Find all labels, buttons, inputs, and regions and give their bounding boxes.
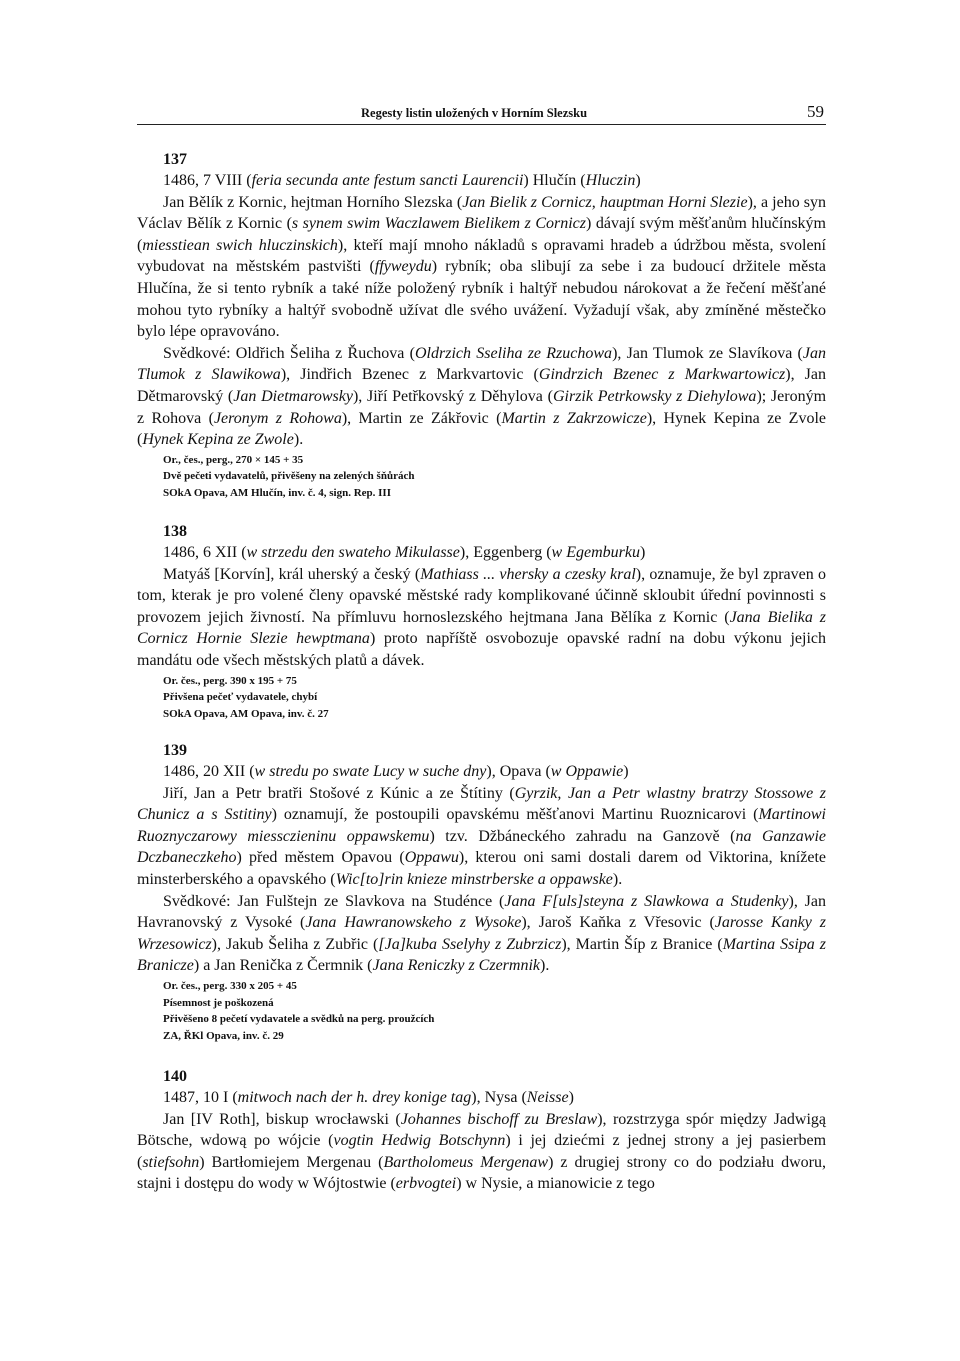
running-header [137,104,826,125]
archival-note: ZA, ŘKl Opava, inv. č. 29 [163,1029,284,1042]
entry-number: 140 [163,1068,187,1085]
regest-entry-140 [137,1067,826,1195]
entry-summary: Jiří, Jan a Petr bratři Stošové z Kúnic a ze Štítiny (Gyrzik, Jan a Petr wlastny bratrzy Stossowe z Chunicz a s Sstitiny) oznamují, že postoupili opavskému měšťanovi Martinu Ruoznicarovi (Martinowi Ruoznyczarowy miessczieninu oppawskemu) tzv. Džbáneckého zahradu na Ganzově (na Ganzawie Dczbaneczkeho) před městem Opavou (Oppawu), kterou oni sami dostali darem od Viktorina, knížete minsterberského a opavského (Wic[to]rin knieze minstrberske a oppawske). [137,784,827,888]
archival-note: Or. čes., perg. 390 x 195 + 75 [163,674,297,687]
entry-headline: 1486, 20 XII (w stredu po swate Lucy w suche dny), Opava (w Oppawie) [163,763,629,780]
archival-note: Dvě pečeti vydavatelů, přivěšeny na zelených šňůrách [163,470,415,483]
archival-note: Přivšena pečeť vydavatele, chybí [163,691,318,704]
entry-headline: 1487, 10 I (mitwoch nach der h. drey konige tag), Nysa (Neisse) [163,1089,574,1106]
regest-entry-137 [137,150,826,502]
running-title: Regesty listin uložených v Horním Slezsku [361,106,588,120]
archival-note: SOkA Opava, AM Hlučín, inv. č. 4, sign. Rep. III [163,486,391,499]
regest-entry-139 [137,741,826,1044]
entry-witnesses: Svědkové: Jan Fulštejn ze Slavkova na Studénce (Jana F[uls]steyna z Slawkowa a Studenky), Jan Havranovský z Vysoké (Jana Hawranowskeho z Wysoke), Jaroš Kaňka z Vřesovic (Jarosse Kanky z Wrzesowicz), Jakub Šeliha z Zubřic ([Ja]kuba Sselyhy z Zubrzicz), Martin Šíp z Branice (Martina Ssipa z Branicze) a Jan Renička z Čermnik (Jana Reniczky z Czermnik). [137,892,827,975]
entry-headline: 1486, 7 VIII (feria secunda ante festum sancti Laurencii) Hlučín (Hluczin) [163,172,641,189]
archival-note: Or. čes., perg. 330 x 205 + 45 [163,979,297,992]
archival-note: Or., čes., perg., 270 × 145 + 35 [163,453,304,466]
archival-notes [163,673,826,723]
entry-number: 139 [163,742,187,759]
archival-notes [163,978,826,1044]
archival-note: Písemnost je poškozená [163,996,274,1009]
entry-number: 138 [163,523,187,540]
archival-note: SOkA Opava, AM Opava, inv. č. 27 [163,707,329,720]
regest-entry-138 [137,522,826,722]
entry-summary: Matyáš [Korvín], král uherský a český (Mathiass ... vhersky a czesky kral), oznamuje, že byl zpraven o tom, kterak je pro volené členy opavské městské rady komplikované účinně skloubit úřední povinnosti s provozem jejich živností. Na přímluvu hornoslezského hejtmana Jana Bělíka z Kornic (Jana Bielika z Cornicz Hornie Slezie hewptmana) proto napříště osvobozuje opavské radní na dobu výkonu jejich mandátu ode všech městských platů a dávek. [137,565,827,669]
entry-witnesses: Svědkové: Oldřich Šeliha z Řuchova (Oldrzich Sseliha ze Rzuchowa), Jan Tlumok ze Slavíkova (Jan Tlumok z Slawikowa), Jindřich Bzenec z Markvartovic (Gindrzich Bzenec z Markwartowicz), Jan Dětmarovský (Jan Dietmarowsky), Jiří Petřkovský z Děhylova (Girzik Petrkowsky z Diehylowa); Jeroným z Rohova (Jeronym z Rohowa), Martin ze Zákřovic (Martin z Zakrzowicze), Hynek Kepina ze Zvole (Hynek Kepina ze Zwole). [137,344,827,449]
entry-headline: 1486, 6 XII (w strzedu den swateho Mikulasse), Eggenberg (w Egemburku) [163,544,646,561]
archival-notes [163,452,826,502]
entry-number: 137 [163,151,187,168]
page-number: 59 [807,102,824,121]
entry-summary: Jan Bělík z Kornic, hejtman Horního Slezska (Jan Bielik z Cornicz, hauptman Horni Slezie), a jeho syn Václav Bělík z Kornic (s synem swim Waczlawem Bielikem z Cornicz) dávají svým měšťanům hlučínským (miesstiean swich hluczinskich), kteří mají mnoho nákladů s opravami hradeb a údržbou města, svolení vybudovat na městském pastvišti (ffyweydu) rybník; oba slibují za sebe i za budoucí držitele města Hlučína, že si tento rybník a také níže položený rybník i haltýř nebudou nárokovat a že řečení měšťané mohou tyto rybníky a haltýř svobodně užívat dle svého uvážení. Vyžadují však, aby zmíněné městečko bylo lépe opravováno. [137,193,827,341]
archival-note: Přivěšeno 8 pečetí vydavatele a svědků na perg. proužcích [163,1013,435,1026]
entry-summary: Jan [IV Roth], biskup wrocławski (Johannes bischoff zu Breslaw), rozstrzyga spór między Jadwigą Bötsche, wdową po wójcie (vogtin Hedwig Botschynn) i jej dziećmi z jednej strony a jej pasierbem (stiefsohn) Bartłomiejem Mergenau (Bartholomeus Mergenaw) z drugiej strony co do podziału dworu, stajni i dostępu do wody w Wójtostwie (erbvogtei) w Nysie, a mianowicie z tego [137,1110,827,1193]
